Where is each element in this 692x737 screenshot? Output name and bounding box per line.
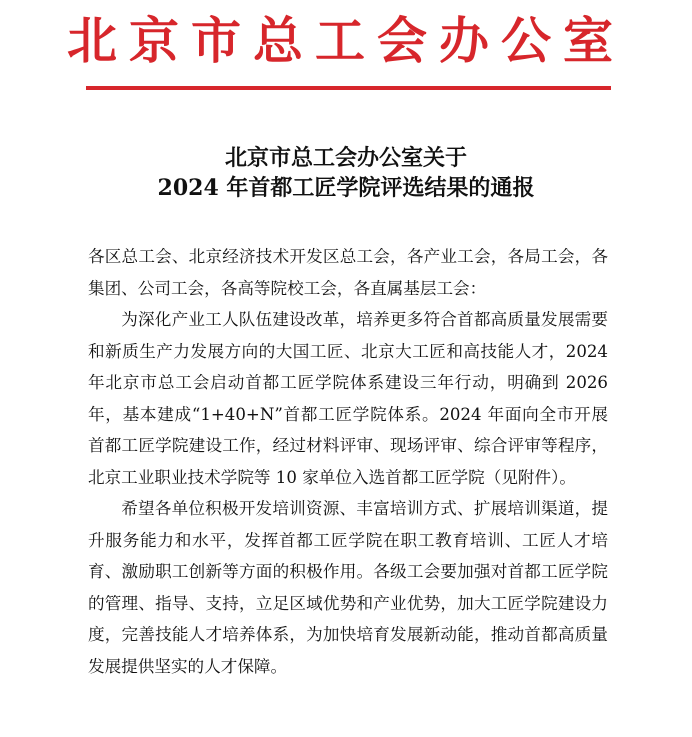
- document-body: [88, 241, 608, 682]
- document-title-line-1: 北京市总工会办公室关于: [224, 145, 467, 171]
- body-paragraph-2: 希望各单位积极开发培训资源、丰富培训方式、扩展培训渠道，提升服务能力和水平，发挥首都工匠学院在职工教育培训、工匠人才培育、激励职工创新等方面的积极作用。各级工会要加强对首都工匠学院的管理、指导、支持，立足区域优势和产业优势，加大工匠学院建设力度，完善技能人才培养体系，为加快培育发展新动能，推动首都高质量发展提供坚实的人才保障。: [88, 499, 608, 676]
- body-paragraph-1: 为深化产业工人队伍建设改革，培养更多符合首都高质量发展需要和新质生产力发展方向的大国工匠、北京大工匠和高技能人才，2024 年北京市总工会启动首都工匠学院体系建设三年行动，明确到 2026 年，基本建成“1+40+N”首都工匠学院体系。2024 年面向全市开展首都工匠学院建设工作，经过材料评审、现场评审、综合评审等程序，北京工业职业技术学院等 10 家单位入选首都工匠学院（见附件）。: [88, 310, 608, 487]
- document-title-line-2: 2024 年首都工匠学院评选结果的通报: [157, 175, 535, 201]
- salutation: 各区总工会、北京经济技术开发区总工会，各产业工会，各局工会，各集团、公司工会，各高等院校工会，各直属基层工会：: [88, 247, 608, 298]
- masthead-red-rule: [86, 86, 611, 90]
- masthead-title: 北京市总工会办公室: [67, 11, 625, 70]
